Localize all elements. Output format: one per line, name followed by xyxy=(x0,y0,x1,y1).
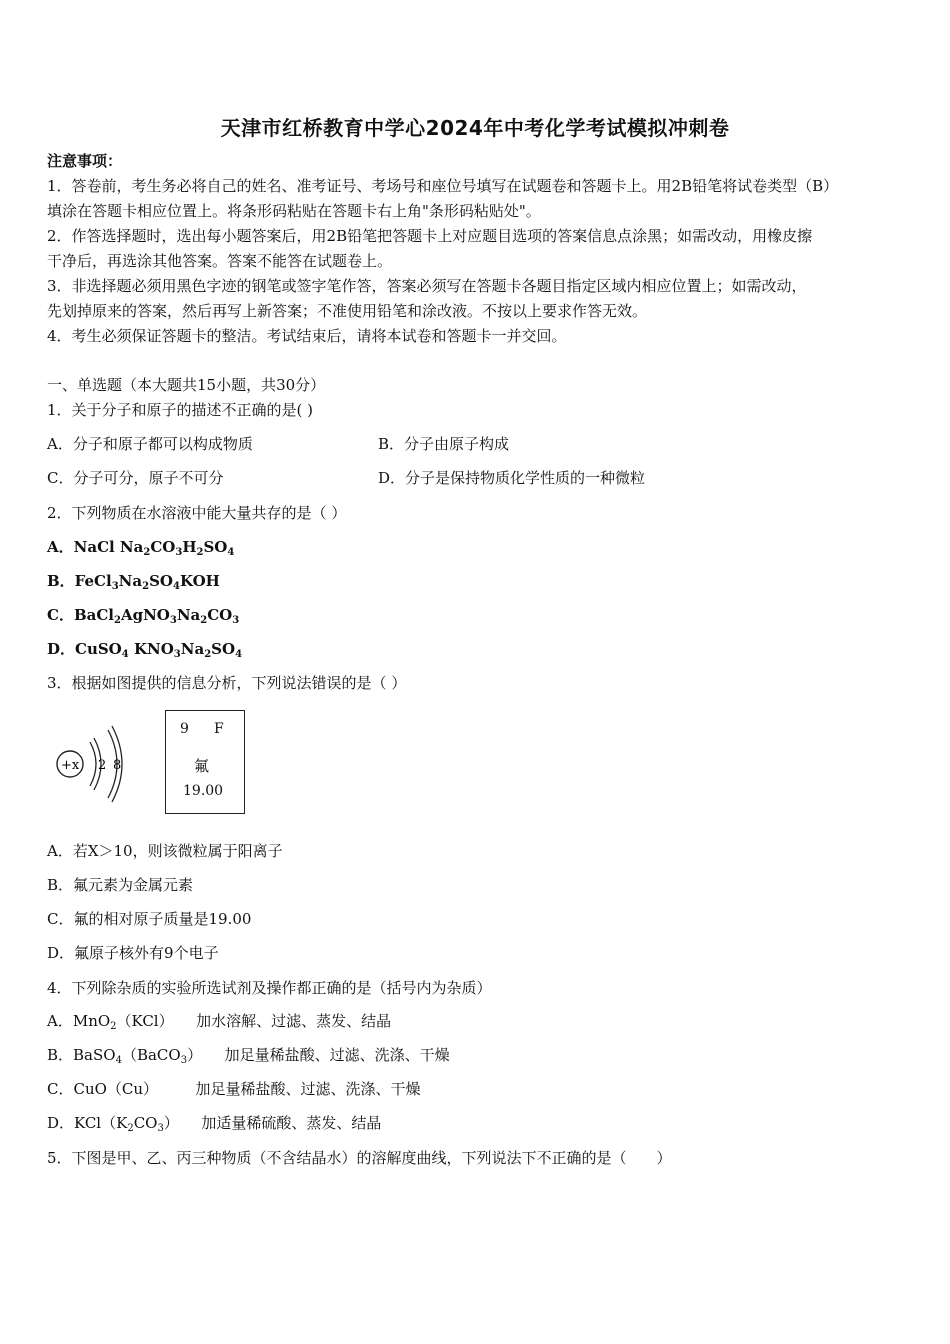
shell-2-electrons: 8 xyxy=(113,758,122,773)
notice-line: 4．考生必须保证答题卡的整洁。考试结束后，请将本试卷和答题卡一并交回。 xyxy=(47,327,567,345)
question-1-stem: 1．关于分子和原子的描述不正确的是( ) xyxy=(47,401,314,419)
q4-option-c: C．CuO（Cu） 加足量稀盐酸、过滤、洗涤、干燥 xyxy=(47,1080,421,1098)
page-title: 天津市红桥教育中学心2024年中考化学考试模拟冲刺卷 xyxy=(220,116,730,140)
q2-option-b: B．$FeCl_3Na_2SO_4KOH$ xyxy=(47,572,220,592)
notice-line: 干净后，再选涂其他答案。答案不能答在试题卷上。 xyxy=(47,252,393,270)
question-3-stem: 3．根据如图提供的信息分析，下列说法错误的是（ ） xyxy=(47,674,407,692)
q2-option-c: C．$BaCl_2AgNO_3Na_2CO_3$ xyxy=(47,606,240,626)
question-2-stem: 2．下列物质在水溶液中能大量共存的是（ ） xyxy=(47,504,347,522)
nucleus-label: +x xyxy=(61,758,80,773)
q2-option-a: A．NaCl $Na_2CO_3H_2SO_4$ xyxy=(47,538,235,558)
q1-option-b: B．分子由原子构成 xyxy=(378,435,510,453)
element-symbol: F xyxy=(214,721,224,737)
notice-line: 2．作答选择题时，选出每小题答案后，用2B铅笔把答题卡上对应题目选项的答案信息点涂黑；如需改动，用橡皮擦 xyxy=(47,227,813,245)
q4-option-b: B．BaSO$_4$（BaCO$_3$） 加足量稀盐酸、过滤、洗涤、干燥 xyxy=(47,1046,450,1066)
q1-option-d: D．分子是保持物质化学性质的一种微粒 xyxy=(378,469,646,487)
q1-option-c: C．分子可分，原子不可分 xyxy=(47,469,224,487)
section-heading: 一、单选题（本大题共15小题，共30分） xyxy=(47,376,326,394)
periodic-element-card xyxy=(165,710,245,814)
q1-option-a: A．分子和原子都可以构成物质 xyxy=(47,435,253,453)
notice-heading: 注意事项： xyxy=(47,152,123,170)
q3-option-c: C．氟的相对原子质量是19.00 xyxy=(47,910,252,928)
question-5-stem: 5．下图是甲、乙、丙三种物质（不含结晶水）的溶解度曲线，下列说法下不正确的是（ ） xyxy=(47,1149,672,1167)
q4-option-d: D．$KCl(K_2CO_3)$ 加适量稀硫酸、蒸发、结晶 xyxy=(47,1114,382,1134)
notice-line: 3．非选择题必须用黑色字迹的钢笔或签字笔作答，答案必须写在答题卡各题目指定区域内相应位置上；如需改动， xyxy=(47,277,807,295)
notice-line: 先划掉原来的答案，然后再写上新答案；不准使用铅笔和涂改液。不按以上要求作答无效。 xyxy=(47,302,648,320)
atom-structure-diagram xyxy=(50,716,140,806)
question-4-stem: 4．下列除杂质的实验所选试剂及操作都正确的是（括号内为杂质） xyxy=(47,979,492,997)
atomic-number: 9 xyxy=(180,721,189,737)
shell-arc-1 xyxy=(90,742,96,786)
q3-option-d: D．氟原子核外有9个电子 xyxy=(47,944,219,962)
shell-1-electrons: 2 xyxy=(98,758,107,773)
q4-option-a: A．MnO$_2$（KCl） 加水溶解、过滤、蒸发、结晶 xyxy=(47,1012,392,1032)
q3-option-b: B．氟元素为金属元素 xyxy=(47,876,194,894)
q2-option-d: D．CuSO$_4$ $KNO_3Na_2SO_4$ xyxy=(47,640,243,660)
element-name: 氟 xyxy=(194,757,210,775)
notice-line: 填涂在答题卡相应位置上。将条形码粘贴在答题卡右上角"条形码粘贴处"。 xyxy=(47,202,541,220)
notice-line: 1．答卷前，考生务必将自己的姓名、准考证号、考场号和座位号填写在试题卷和答题卡上。用2B铅笔将试卷类型（B） xyxy=(47,177,839,195)
atomic-mass: 19.00 xyxy=(183,783,224,799)
q3-option-a: A．若X＞10，则该微粒属于阳离子 xyxy=(47,842,283,860)
